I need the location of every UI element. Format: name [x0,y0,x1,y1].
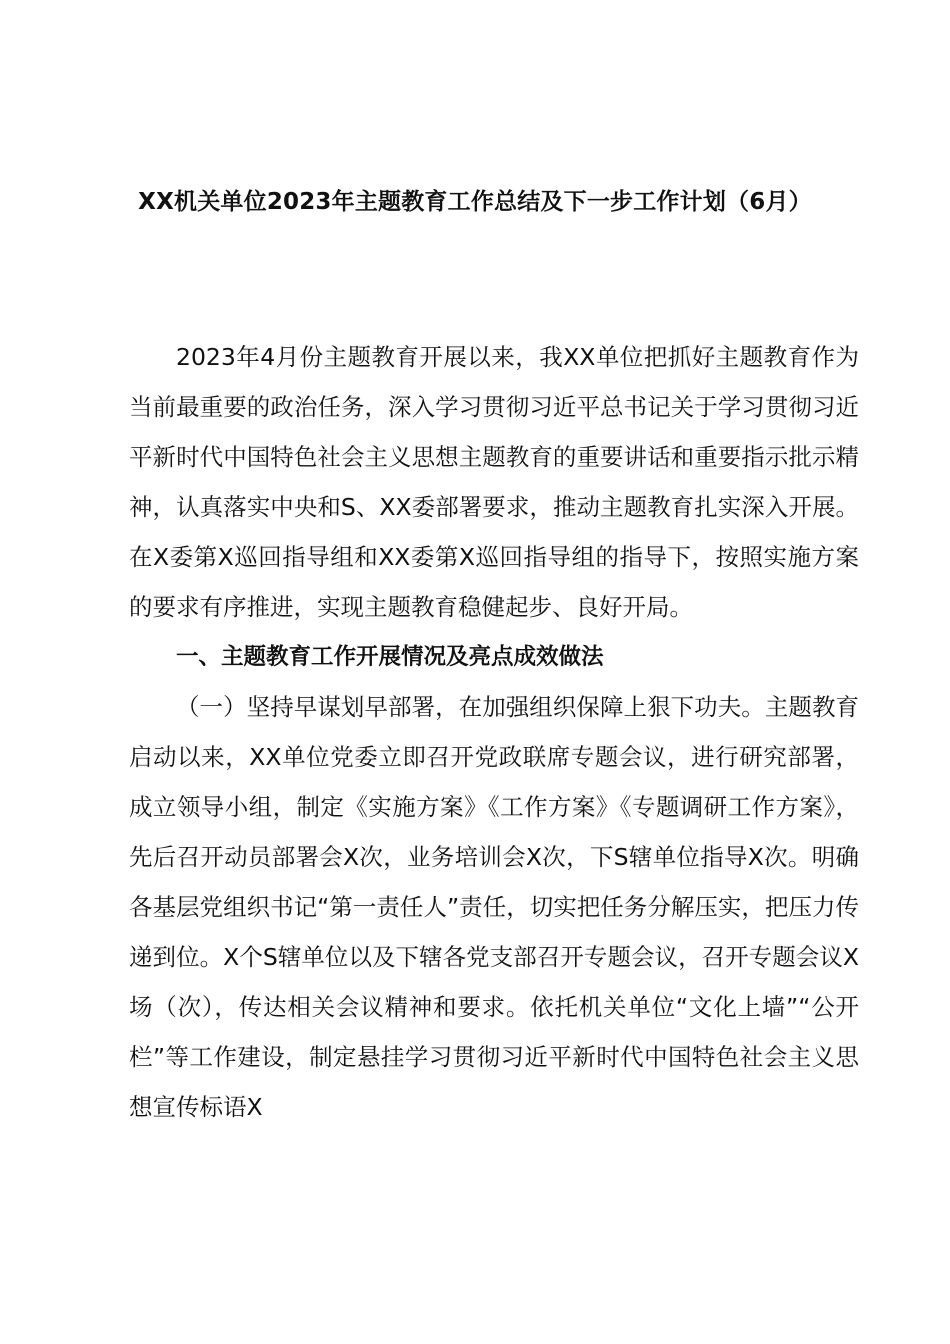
section-heading: 一、主题教育工作开展情况及亮点成效做法 [176,644,604,670]
intro-paragraph: 2023年4月份主题教育开展以来，我XX单位把抓好主题教育作为当前最重要的政治任务，深入学习贯彻习近平总书记关于学习贯彻习近平新时代中国特色社会主义思想主题教育的重要讲话和重要指示批示精神，认真落实中央和S、XX委部署要求，推动主题教育扎实深入开展。在X委第X巡回指导组和XX委第X巡回指导组的指导下，按照实施方案的要求有序推进，实现主题教育稳健起步、良好开局。 [129,343,859,621]
document-title: XX机关单位2023年主题教育工作总结及下一步工作计划（6月） [138,189,812,215]
section-paragraph: （一）坚持早谋划早部署，在加强组织保障上狠下功夫。主题教育启动以来，XX单位党委立即召开党政联席专题会议，进行研究部署，成立领导小组，制定《实施方案》《工作方案》《专题调研工作方案》，先后召开动员部署会X次，业务培训会X次，下S辖单位指导X次。明确各基层党组织书记“第一责任人”责任，切实把任务分解压实，把压力传递到位。X个S辖单位以及下辖各党支部召开专题会议，召开专题会议X场（次），传达相关会议精神和要求。依托机关单位“文化上墙”“公开栏”等工作建设，制定悬挂学习贯彻习近平新时代中国特色社会主义思想宣传标语X [129,693,859,1121]
document-body [129,332,859,1132]
